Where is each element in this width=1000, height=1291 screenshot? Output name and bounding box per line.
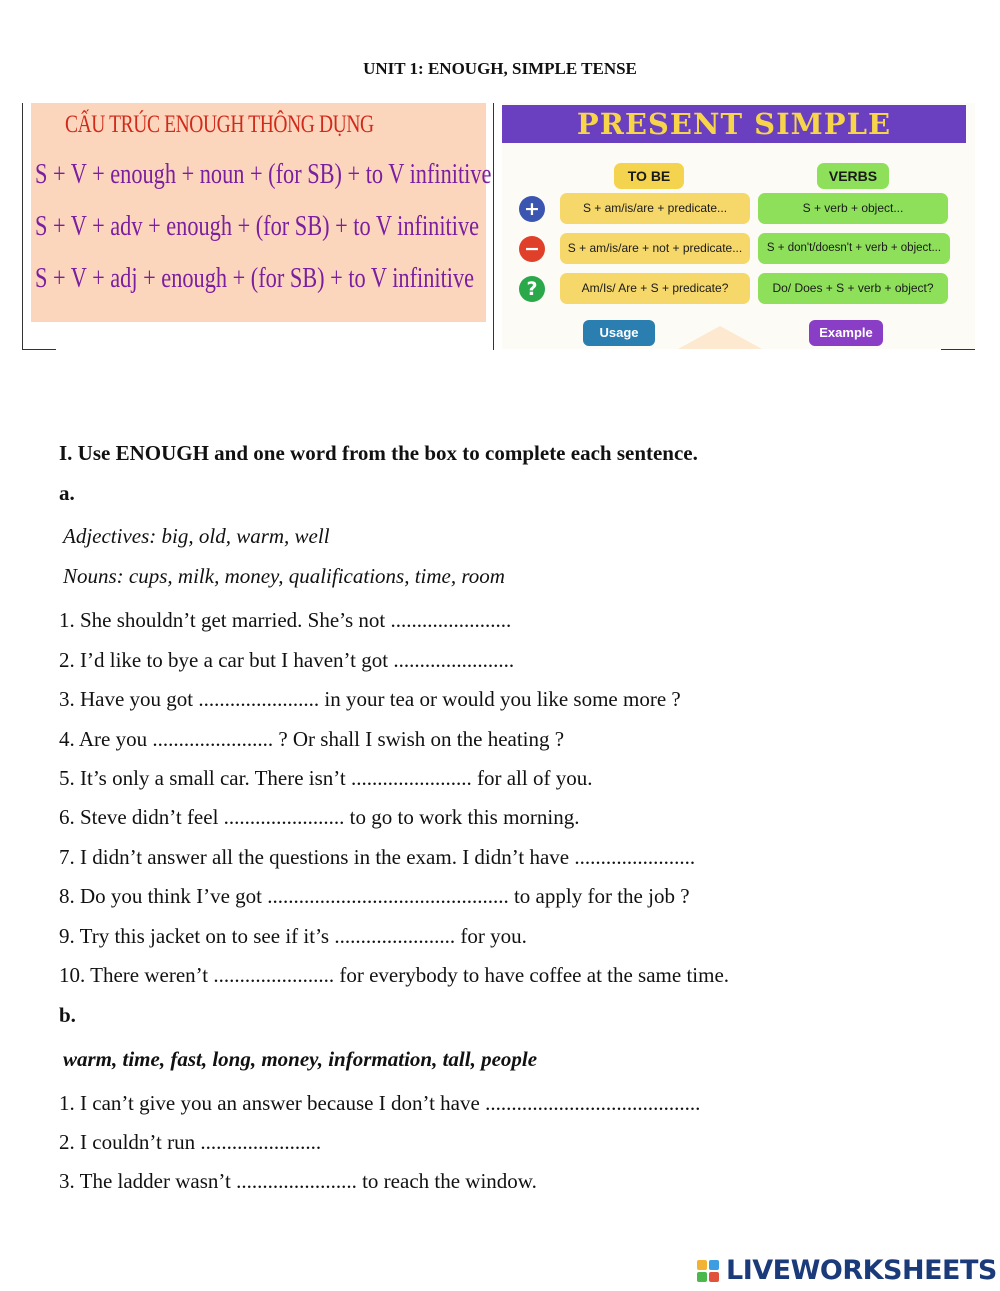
sentence-a-2: 2. I’d like to bye a car but I haven’t got ....................... (59, 648, 515, 672)
verbs-question: Do/ Does + S + verb + object? (758, 273, 948, 304)
sentence-a-5: 5. It’s only a small car. There isn’t ....................... for all of you. (59, 766, 593, 790)
example-button: Example (809, 320, 883, 346)
sentence-b-3: 3. The ladder wasn’t ....................... to reach the window. (59, 1169, 537, 1193)
sentence-b-2: 2. I couldn’t run ....................... (59, 1130, 322, 1154)
column-header-to-be: TO BE (614, 163, 684, 189)
verbs-negative: S + don't/doesn't + verb + object... (758, 233, 950, 264)
column-header-verbs: VERBS (817, 163, 889, 189)
sentence-a-9: 9. Try this jacket on to see if it’s ....................... for you. (59, 924, 527, 948)
word-box-nouns: Nouns: cups, milk, money, qualifications, time, room (63, 564, 505, 588)
enough-panel-heading: CẤU TRÚC ENOUGH THÔNG DỤNG (65, 111, 374, 138)
enough-structure-adv: S + V + adv + enough + (for SB) + to V infinitive (35, 210, 480, 242)
part-a-label: a. (59, 481, 75, 505)
part-b-label: b. (59, 1003, 76, 1027)
enough-structure-panel (31, 103, 492, 322)
enough-structure-adj: S + V + adj + enough + (for SB) + to V infinitive (35, 262, 475, 294)
sentence-a-8: 8. Do you think I’ve got .............................................. to apply for the job ? (59, 884, 690, 908)
sentence-a-10: 10. There weren’t ....................... for everybody to have coffee at the same time. (59, 963, 730, 987)
frame-divider (493, 103, 494, 350)
enough-structure-noun: S + V + enough + noun + (for SB) + to V infinitive (35, 158, 492, 190)
present-simple-panel (502, 103, 975, 349)
liveworksheets-logo (697, 1255, 997, 1285)
plus-icon: + (519, 196, 545, 222)
sentence-a-1: 1. She shouldn’t get married. She’s not ....................... (59, 608, 512, 632)
verbs-affirmative: S + verb + object... (758, 193, 948, 224)
question-icon: ? (519, 276, 545, 302)
sentence-a-7: 7. I didn’t answer all the questions in the exam. I didn’t have ....................... (59, 845, 696, 869)
present-simple-heading: PRESENT SIMPLE (502, 105, 966, 143)
sentence-b-1: 1. I can’t give you an answer because I don’t have ......................................... (59, 1091, 701, 1115)
minus-icon: − (519, 236, 545, 262)
sentence-a-6: 6. Steve didn’t feel ....................... to go to work this morning. (59, 805, 580, 829)
logo-text: LIVEWORKSHEETS (726, 1255, 997, 1286)
usage-button: Usage (583, 320, 655, 346)
to-be-negative: S + am/is/are + not + predicate... (560, 233, 750, 264)
to-be-question: Am/Is/ Are + S + predicate? (560, 273, 750, 304)
exercise-heading: I. Use ENOUGH and one word from the box to complete each sentence. (59, 441, 698, 465)
word-box-adjectives: Adjectives: big, old, warm, well (63, 524, 330, 548)
logo-grid-icon (697, 1260, 719, 1282)
sentence-a-4: 4. Are you ....................... ? Or shall I swish on the heating ? (59, 727, 565, 751)
frame-border-left (22, 103, 23, 350)
sentence-a-3: 3. Have you got ....................... in your tea or would you like some more ? (59, 687, 681, 711)
decorative-triangle (678, 326, 762, 349)
page-title: UNIT 1: ENOUGH, SIMPLE TENSE (363, 59, 637, 78)
word-box-b: warm, time, fast, long, money, information, tall, people (63, 1047, 538, 1071)
frame-border-bottom-left (22, 349, 56, 350)
to-be-affirmative: S + am/is/are + predicate... (560, 193, 750, 224)
frame-border-bottom-right (941, 349, 975, 350)
